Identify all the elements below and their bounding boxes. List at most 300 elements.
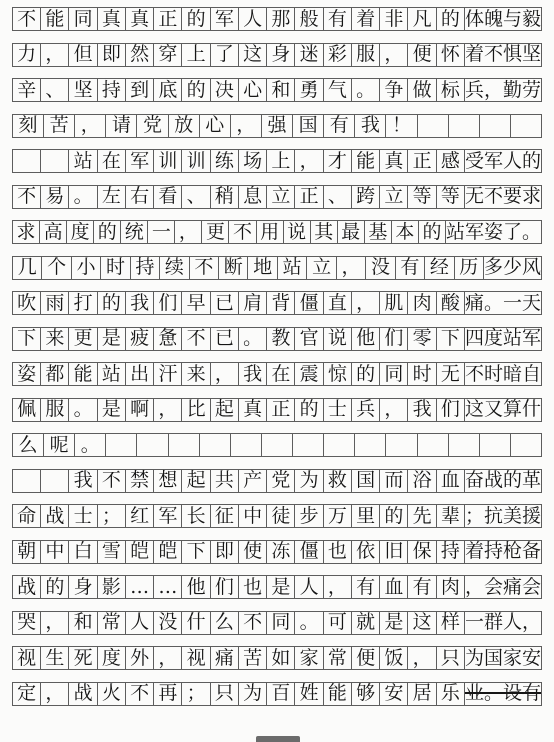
- grid-cell: 、: [182, 186, 210, 208]
- grid-cell: 无: [437, 363, 465, 385]
- grid-cell: 直: [324, 292, 352, 314]
- grid-cell: ，: [154, 647, 182, 669]
- grid-cell: 即: [98, 44, 126, 66]
- grid-cell: 右: [126, 186, 154, 208]
- grid-cell: 无不要求: [464, 185, 541, 207]
- grid-cell: [324, 434, 355, 456]
- grid-cell: 的: [182, 79, 210, 101]
- grid-cell: 家: [295, 647, 323, 669]
- grid-cell: 业。设有: [464, 682, 541, 704]
- grid-cell: 红: [126, 505, 154, 527]
- grid-cell: 身: [69, 576, 97, 598]
- grid-cell: 兵，勤劳: [464, 78, 541, 101]
- grid-cell: 震: [295, 363, 323, 385]
- grid-cell: 底: [154, 79, 182, 101]
- grid-cell: 血: [380, 576, 408, 598]
- grid-cell: 站: [98, 363, 126, 385]
- grid-cell: ，: [41, 683, 69, 705]
- grid-cell: 更: [202, 221, 229, 243]
- grid-cell: 即: [211, 541, 239, 563]
- grid-cell: 步: [295, 505, 323, 527]
- grid-cell: 汗: [154, 363, 182, 385]
- grid-cell: [386, 434, 417, 456]
- grid-cell: 立: [307, 257, 336, 279]
- grid-row: [12, 256, 542, 280]
- grid-row: [12, 575, 542, 599]
- grid-cell: 下: [182, 541, 210, 563]
- grid-cell: ，: [380, 44, 408, 66]
- writing-grid: [12, 7, 542, 717]
- grid-cell: 勇: [295, 79, 323, 101]
- grid-cell: 同: [267, 612, 295, 634]
- grid-cell: 他: [182, 576, 210, 598]
- grid-cell: 奋战的革: [464, 469, 541, 491]
- grid-cell: 用: [257, 221, 284, 243]
- grid-cell: 教: [267, 328, 295, 350]
- grid-cell: 看: [154, 186, 182, 208]
- grid-cell: 站: [69, 150, 97, 172]
- grid-cell: 力: [13, 44, 41, 66]
- grid-cell: 般: [295, 8, 323, 30]
- grid-cell: 哭: [13, 612, 41, 634]
- grid-cell: 人: [126, 612, 154, 634]
- grid-cell: 比: [182, 399, 210, 421]
- grid-cell: 放: [169, 115, 200, 137]
- grid-cell: 经: [425, 257, 454, 279]
- grid-cell: 刻: [13, 115, 44, 137]
- grid-cell: 是: [98, 399, 126, 421]
- grid-cell: 皑: [126, 541, 154, 563]
- grid-cell: 使: [239, 541, 267, 563]
- grid-cell: 体魄与毅: [464, 7, 541, 30]
- grid-cell: 而: [380, 470, 408, 492]
- grid-cell: 士: [324, 399, 352, 421]
- grid-cell: 不: [13, 186, 41, 208]
- grid-cell: 有: [408, 576, 436, 598]
- grid-cell: 的: [41, 576, 69, 598]
- grid-cell: 士: [69, 505, 97, 527]
- grid-cell: 影: [98, 576, 126, 598]
- grid-cell: 白: [69, 541, 97, 563]
- grid-cell: 背: [267, 292, 295, 314]
- grid-cell: 做: [408, 79, 436, 101]
- grid-cell: 服: [41, 399, 69, 421]
- grid-cell: 如: [267, 647, 295, 669]
- grid-cell: 的: [380, 505, 408, 527]
- grid-cell: 心: [200, 115, 231, 137]
- grid-cell: 下: [13, 328, 41, 350]
- grid-cell: 已: [211, 328, 239, 350]
- grid-cell: 上: [267, 150, 295, 172]
- grid-cell: 了: [211, 44, 239, 66]
- grid-cell: 常: [98, 612, 126, 634]
- grid-cell: [41, 470, 69, 492]
- grid-cell: 雨: [41, 292, 69, 314]
- grid-cell: 。: [69, 399, 97, 421]
- grid-cell: 为国家安: [464, 646, 541, 669]
- grid-cell: 够: [352, 683, 380, 705]
- grid-cell: 才: [324, 150, 352, 172]
- grid-cell: 请: [106, 115, 137, 137]
- grid-cell: 有: [396, 257, 425, 279]
- grid-cell: 说: [324, 328, 352, 350]
- grid-cell: [293, 434, 324, 456]
- grid-cell: ！: [386, 115, 417, 137]
- grid-cell: 彩: [324, 44, 352, 66]
- grid-cell: 佩: [13, 399, 41, 421]
- grid-cell: 能: [352, 150, 380, 172]
- grid-cell: 感: [437, 150, 465, 172]
- grid-cell: 求: [13, 221, 40, 243]
- grid-cell: 最: [338, 221, 365, 243]
- grid-cell: 的: [295, 399, 323, 421]
- grid-cell: ，: [295, 150, 323, 172]
- grid-cell: 冻: [267, 541, 295, 563]
- grid-cell: 在: [267, 363, 295, 385]
- grid-row: [12, 185, 542, 209]
- grid-cell: 时: [101, 257, 130, 279]
- grid-cell: 标: [437, 79, 465, 101]
- grid-cell: 真: [126, 8, 154, 30]
- grid-cell: 我: [69, 470, 97, 492]
- grid-cell: 们: [154, 292, 182, 314]
- grid-row: [12, 682, 542, 706]
- grid-cell: 依: [352, 541, 380, 563]
- grid-cell: 人: [295, 576, 323, 598]
- grid-cell: 心: [239, 79, 267, 101]
- grid-cell: ，: [231, 115, 262, 137]
- grid-cell: 国: [293, 115, 324, 137]
- grid-cell: 生: [41, 647, 69, 669]
- grid-cell: 就: [352, 612, 380, 634]
- grid-row: [12, 398, 542, 422]
- grid-cell: ，: [352, 292, 380, 314]
- grid-cell: ；: [182, 683, 210, 705]
- grid-cell: ，: [380, 399, 408, 421]
- grid-cell: [106, 434, 137, 456]
- grid-cell: 想: [154, 470, 182, 492]
- grid-row: [12, 362, 542, 386]
- grid-cell: 样: [437, 612, 465, 634]
- grid-row: [12, 7, 542, 31]
- grid-row: [12, 433, 542, 457]
- grid-cell: 中: [239, 505, 267, 527]
- grid-cell: ，: [41, 44, 69, 66]
- grid-cell: ，: [408, 647, 436, 669]
- grid-cell: 我: [408, 399, 436, 421]
- grid-cell: 断: [219, 257, 248, 279]
- grid-cell: [511, 115, 542, 137]
- grid-cell: 时: [408, 363, 436, 385]
- grid-cell: 保: [408, 541, 436, 563]
- grid-cell: 里: [352, 505, 380, 527]
- grid-cell: 场: [239, 150, 267, 172]
- grid-cell: 统: [121, 221, 148, 243]
- grid-cell: ，: [337, 257, 366, 279]
- grid-row: [12, 646, 542, 670]
- grid-cell: 不: [182, 328, 210, 350]
- grid-cell: 是: [98, 328, 126, 350]
- grid-cell: 这: [408, 612, 436, 634]
- grid-cell: ；抗美援: [464, 504, 541, 527]
- grid-cell: 身: [267, 44, 295, 66]
- grid-cell: 视: [13, 647, 41, 669]
- grid-cell: 。: [295, 612, 323, 634]
- grid-cell: 们: [380, 328, 408, 350]
- grid-cell: 便: [408, 44, 436, 66]
- grid-cell: 真: [239, 399, 267, 421]
- grid-cell: 下: [437, 328, 465, 350]
- grid-cell: [169, 434, 200, 456]
- grid-cell: 常: [324, 647, 352, 669]
- grid-cell: …: [126, 576, 154, 598]
- grid-cell: 站: [278, 257, 307, 279]
- grid-cell: 只: [211, 683, 239, 705]
- grid-cell: 苦: [44, 115, 75, 137]
- grid-cell: [137, 434, 168, 456]
- grid-cell: 不: [98, 470, 126, 492]
- grid-row: [12, 469, 542, 493]
- grid-cell: 一群人，: [464, 611, 541, 633]
- grid-cell: [418, 434, 449, 456]
- grid-cell: 四度站军: [464, 327, 541, 349]
- grid-cell: 禁: [126, 470, 154, 492]
- grid-cell: 安: [380, 683, 408, 705]
- grid-cell: 迷: [295, 44, 323, 66]
- grid-cell: 然: [126, 44, 154, 66]
- grid-row: [12, 504, 542, 528]
- grid-cell: 我: [126, 292, 154, 314]
- grid-cell: 息: [239, 186, 267, 208]
- grid-cell: 稍: [211, 186, 239, 208]
- grid-cell: 都: [41, 363, 69, 385]
- grid-cell: 。: [352, 79, 380, 101]
- grid-row: [12, 327, 542, 351]
- grid-cell: 持: [437, 541, 465, 563]
- grid-cell: 能: [69, 363, 97, 385]
- grid-cell: 我: [355, 115, 386, 137]
- grid-cell: 真: [98, 8, 126, 30]
- grid-cell: 几: [13, 257, 42, 279]
- grid-cell: 疲: [126, 328, 154, 350]
- grid-cell: [41, 150, 69, 172]
- grid-cell: [262, 434, 293, 456]
- grid-row: [12, 149, 542, 173]
- grid-cell: 更: [69, 328, 97, 350]
- grid-cell: 么: [211, 612, 239, 634]
- grid-cell: 同: [380, 363, 408, 385]
- grid-cell: 兵: [352, 399, 380, 421]
- grid-cell: ，: [154, 399, 182, 421]
- grid-cell: 正: [295, 186, 323, 208]
- grid-cell: 啊: [126, 399, 154, 421]
- page-tab: [256, 736, 300, 742]
- grid-cell: 决: [211, 79, 239, 101]
- grid-cell: 辛: [13, 79, 41, 101]
- grid-cell: 战: [41, 505, 69, 527]
- grid-cell: 着: [352, 8, 380, 30]
- grid-cell: 着不惧坚: [464, 43, 541, 65]
- grid-cell: 度: [67, 221, 94, 243]
- grid-cell: 先: [408, 505, 436, 527]
- grid-cell: 持: [98, 79, 126, 101]
- grid-cell: 、: [41, 79, 69, 101]
- grid-cell: 个: [42, 257, 71, 279]
- grid-cell: 的: [94, 221, 121, 243]
- grid-row: [12, 114, 542, 138]
- grid-cell: 没: [366, 257, 395, 279]
- grid-cell: ，: [211, 363, 239, 385]
- grid-cell: 本: [392, 221, 419, 243]
- grid-cell: 姿: [13, 363, 41, 385]
- grid-cell: 么: [13, 434, 44, 456]
- grid-cell: 非: [380, 8, 408, 30]
- grid-cell: 多少风: [483, 256, 541, 278]
- grid-cell: 中: [41, 541, 69, 563]
- grid-cell: ，: [75, 115, 106, 137]
- grid-cell: 军: [211, 8, 239, 30]
- grid-cell: 早: [182, 292, 210, 314]
- grid-cell: 呢: [44, 434, 75, 456]
- grid-cell: 能: [41, 8, 69, 30]
- grid-cell: ，: [41, 612, 69, 634]
- grid-cell: 有: [324, 8, 352, 30]
- grid-cell: 那: [267, 8, 295, 30]
- grid-cell: 和: [267, 79, 295, 101]
- grid-cell: 旧: [380, 541, 408, 563]
- grid-cell: 练: [211, 150, 239, 172]
- grid-cell: 姓: [295, 683, 323, 705]
- grid-cell: 党: [137, 115, 168, 137]
- grid-cell: 朝: [13, 541, 41, 563]
- grid-cell: [355, 434, 386, 456]
- grid-cell: 出: [126, 363, 154, 385]
- grid-cell: 、: [324, 186, 352, 208]
- grid-cell: 共: [211, 470, 239, 492]
- grid-cell: 军: [154, 505, 182, 527]
- grid-cell: 服: [352, 44, 380, 66]
- grid-cell: 居: [408, 683, 436, 705]
- grid-cell: 可: [324, 612, 352, 634]
- grid-cell: 站军姿了。: [445, 220, 541, 243]
- grid-cell: [480, 434, 511, 456]
- grid-cell: 小: [72, 257, 101, 279]
- grid-cell: 起: [211, 399, 239, 421]
- grid-cell: 争: [380, 79, 408, 101]
- grid-cell: 这: [239, 44, 267, 66]
- grid-cell: 视: [182, 647, 210, 669]
- grid-cell: 说: [284, 221, 311, 243]
- grid-cell: 基: [365, 221, 392, 243]
- grid-cell: 们: [437, 399, 465, 421]
- grid-cell: 不: [239, 612, 267, 634]
- grid-cell: 肩: [239, 292, 267, 314]
- grid-cell: 战: [69, 683, 97, 705]
- grid-cell: 是: [267, 576, 295, 598]
- grid-row: [12, 78, 542, 102]
- grid-cell: 饭: [380, 647, 408, 669]
- grid-cell: 党: [267, 470, 295, 492]
- grid-cell: [511, 434, 542, 456]
- grid-cell: 等: [408, 186, 436, 208]
- grid-cell: 辈: [437, 505, 465, 527]
- grid-cell: 的: [437, 8, 465, 30]
- grid-cell: 到: [126, 79, 154, 101]
- grid-cell: 便: [352, 647, 380, 669]
- grid-cell: 肉: [408, 292, 436, 314]
- grid-cell: 雪: [98, 541, 126, 563]
- grid-cell: [13, 470, 41, 492]
- grid-cell: 这又算什: [464, 398, 541, 420]
- grid-cell: 不: [229, 221, 256, 243]
- grid-cell: 坚: [69, 79, 97, 101]
- grid-cell: 立: [380, 186, 408, 208]
- grid-cell: 持: [131, 257, 160, 279]
- grid-cell: 上: [182, 44, 210, 66]
- grid-cell: 惊: [324, 363, 352, 385]
- grid-cell: 万: [324, 505, 352, 527]
- grid-cell: 肉: [437, 576, 465, 598]
- grid-cell: 的: [352, 363, 380, 385]
- grid-cell: 痛。一天: [464, 291, 541, 314]
- grid-cell: [231, 434, 262, 456]
- grid-cell: 也: [239, 576, 267, 598]
- grid-cell: 易: [41, 186, 69, 208]
- grid-cell: …: [154, 576, 182, 598]
- grid-cell: 受军人的: [464, 149, 541, 172]
- grid-cell: 苦: [239, 647, 267, 669]
- grid-cell: 已: [211, 292, 239, 314]
- grid-cell: 是: [380, 612, 408, 634]
- grid-cell: 浴: [408, 470, 436, 492]
- grid-cell: 为: [239, 683, 267, 705]
- grid-cell: 战: [13, 576, 41, 598]
- grid-cell: 人: [239, 8, 267, 30]
- grid-cell: 怀: [437, 44, 465, 66]
- grid-cell: 来: [41, 328, 69, 350]
- grid-cell: 只: [437, 647, 465, 669]
- grid-cell: 死: [69, 647, 97, 669]
- grid-cell: 训: [154, 150, 182, 172]
- grid-cell: 痛: [211, 647, 239, 669]
- grid-cell: 酸: [437, 292, 465, 314]
- grid-cell: 同: [69, 8, 97, 30]
- grid-cell: 。: [75, 434, 106, 456]
- grid-cell: 等: [437, 186, 465, 208]
- grid-cell: 肌: [380, 292, 408, 314]
- grid-cell: 正: [154, 8, 182, 30]
- grid-cell: ，: [324, 576, 352, 598]
- grid-cell: 气: [324, 79, 352, 101]
- grid-cell: 国: [352, 470, 380, 492]
- grid-cell: 。: [239, 328, 267, 350]
- grid-cell: 僵: [295, 541, 323, 563]
- grid-cell: 穿: [154, 44, 182, 66]
- grid-row: [12, 291, 542, 315]
- grid-cell: 但: [69, 44, 97, 66]
- grid-cell: 再: [154, 683, 182, 705]
- grid-cell: [449, 115, 480, 137]
- grid-cell: 皑: [154, 541, 182, 563]
- grid-cell: 和: [69, 612, 97, 634]
- grid-cell: 不: [190, 257, 219, 279]
- grid-cell: 没: [154, 612, 182, 634]
- grid-cell: 外: [126, 647, 154, 669]
- grid-cell: 其: [311, 221, 338, 243]
- grid-cell: 定: [13, 683, 41, 705]
- grid-cell: 强: [262, 115, 293, 137]
- grid-cell: 血: [437, 470, 465, 492]
